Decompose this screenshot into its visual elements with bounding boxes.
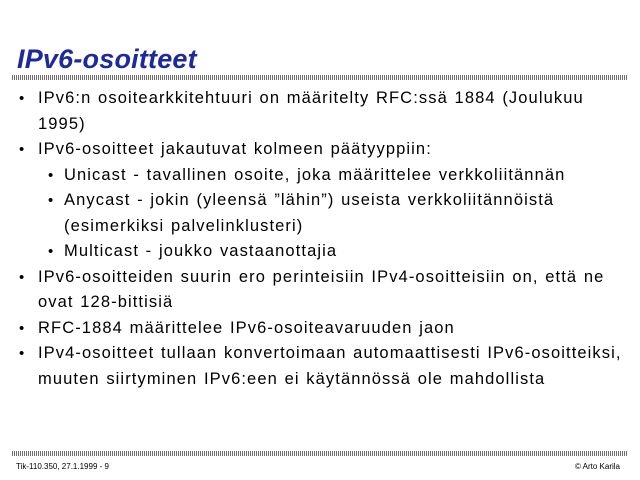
bullet-icon: • [19,268,26,286]
sub-bullet-item [0,188,640,239]
bullet-text: IPv4-osoitteet tullaan konvertoimaan automaattisesti IPv6-osoitteiksi, muuten siirtyminen IPv6:een ei käytännössä ole mahdollista [38,344,622,388]
bullet-icon: • [19,90,26,107]
sub-bullet-item [0,239,640,265]
footer-course-date: Tik-110.350, 27.1.1999 - 9 [16,462,109,471]
footer-divider [12,451,628,456]
bullet-icon: • [48,243,55,260]
bullet-item [0,316,640,342]
bullet-icon: • [19,141,26,158]
bullet-icon: • [48,192,55,209]
sub-bullet-text: Unicast - tavallinen osoite, joka määrittelee verkkoliitännän [64,165,566,184]
bullet-item [0,86,640,137]
bullet-text: IPv6-osoitteet jakautuvat kolmeen päätyyppiin: [38,140,432,158]
sub-bullet-text: Anycast - jokin (yleensä ”lähin”) useista verkkoliitännöistä (esimerkiksi palvelinklusteri) [64,191,555,235]
bullet-text: RFC-1884 määrittelee IPv6-osoiteavaruuden jaon [38,318,455,337]
bullet-list [0,86,640,392]
bullet-text: IPv6-osoitteiden suurin ero perinteisiin IPv4-osoitteisiin on, että ne ovat 128-bittisiä [38,267,605,311]
bullet-icon: • [19,319,26,337]
slide-title: IPv6-osoitteet [17,44,197,74]
bullet-item [0,341,640,392]
bullet-item [0,137,640,163]
sub-bullet-item [0,163,640,189]
bullet-icon: • [48,166,55,184]
bullet-item [0,265,640,316]
sub-bullet-text: Multicast - joukko vastaanottajia [64,242,338,260]
bullet-text: IPv6:n osoitearkkitehtuuri on määritelty RFC:ssä 1884 (Joulukuu 1995) [38,89,584,133]
bullet-icon: • [19,345,26,362]
footer-copyright: © Arto Karila [574,462,620,471]
title-divider [12,75,628,80]
